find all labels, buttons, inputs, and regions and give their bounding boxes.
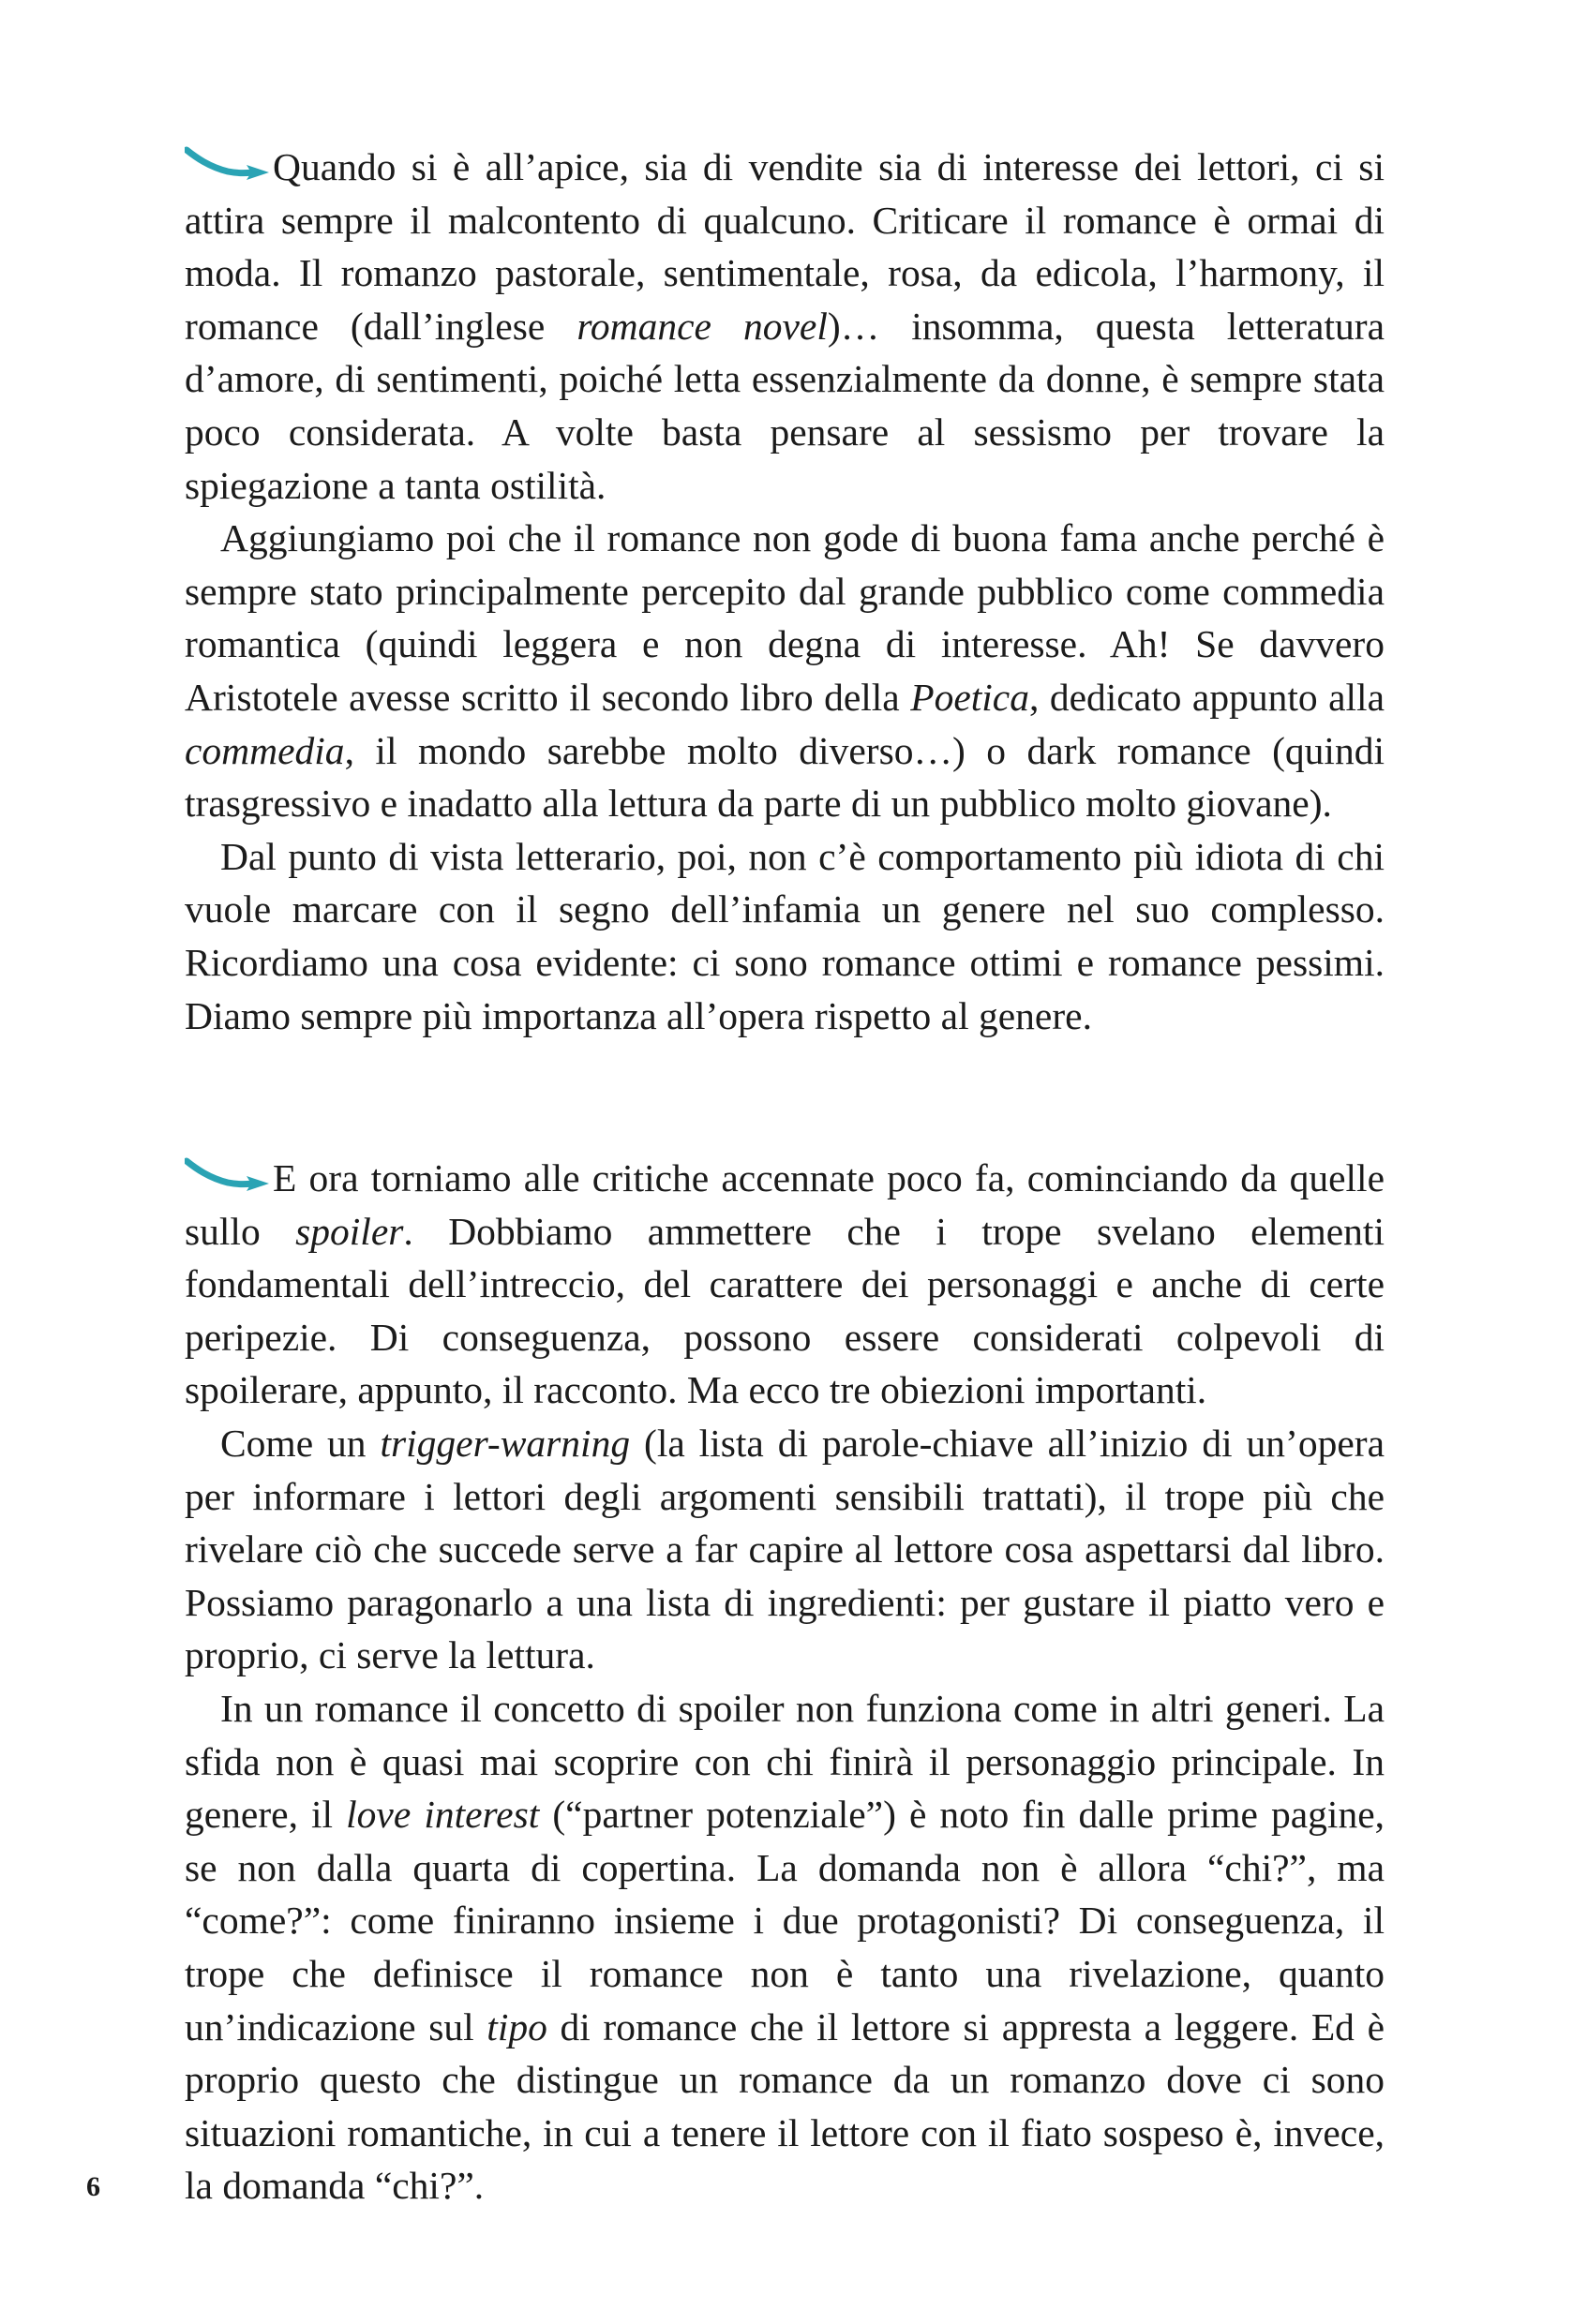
teal-arrow-icon: [185, 144, 271, 184]
text-run: Aggiungiamo poi che il romance non gode di buona fama anche perché è sempre stato principalmente percepito dal grande pubblico come commedia romantica (quindi leggera e non degna di interesse. Ah! Se davvero Aristotele avesse scritto il secondo libro della: [185, 516, 1385, 719]
text-run: di romance che il lettore si appresta a leggere. Ed è proprio questo che distingue un romance da un romanzo dove ci sono situazioni romantiche, in cui a tenere il lettore con il fiato sospeso è, invece, la domanda “chi?”.: [185, 2004, 1385, 2208]
paragraph: [185, 1417, 1385, 1682]
paragraph: [185, 830, 1385, 1042]
italic-text: spoiler: [295, 1209, 404, 1253]
paragraph: [185, 1152, 1385, 1417]
text-run: (“partner potenziale”) è noto fin dalle prime pagine, se non dalla quarta di copertina. La domanda non è allora “chi?”, ma “come?”: come finiranno insieme i due protagonisti? Di conseguenza, il trope che definisce il romance non è tanto una rivelazione, quanto un’indicazione sul: [185, 1793, 1385, 2048]
paragraph: [185, 141, 1385, 512]
italic-text: tipo: [487, 2004, 547, 2048]
paragraph: [185, 512, 1385, 830]
text-run: . Dobbiamo ammettere che i trope svelano elementi fondamentali dell’intreccio, del carattere dei personaggi e anche di certe peripezie. Di conseguenza, possono essere considerati colpevoli di spoilerare, appunto, il racconto. Ma ecco tre obiezioni importanti.: [185, 1209, 1385, 1412]
text-run: Quando si è all’apice, sia di vendite sia di interesse dei lettori, ci si attira sempre il malcontento di qualcuno. Criticare il romance è ormai di moda. Il romanzo pastorale, sentimentale, rosa, da edicola, l’harmony, il romance (dall’inglese: [185, 145, 1385, 348]
italic-text: romance novel: [576, 304, 828, 348]
italic-text: trigger-warning: [380, 1421, 631, 1465]
text-run: Come un: [220, 1421, 381, 1465]
italic-text: love interest: [346, 1793, 540, 1837]
page-number: 6: [86, 2171, 100, 2202]
text-run: Dal punto di vista letterario, poi, non c’è comportamento più idiota di chi vuole marcare con il segno dell’infamia un genere nel suo complesso. Ricordiamo una cosa evidente: ci sono romance ottimi e romance pessimi. Diamo sempre più importanza all’opera rispetto al genere.: [185, 834, 1385, 1037]
section-2: [185, 1152, 1385, 2212]
text-run: )… insomma, questa letteratura d’amore, di sentimenti, poiché letta essenzialmente da donne, è sempre stata poco considerata. A volte basta pensare al sessismo per trovare la spiegazione a tanta ostilità.: [185, 304, 1385, 507]
teal-arrow-icon: [185, 1155, 271, 1195]
text-run: In un romance il concetto di spoiler non funziona come in altri generi. La sfida non è quasi mai scoprire con chi finirà il personaggio principale. In genere, il: [185, 1686, 1385, 1837]
text-run: E ora torniamo alle critiche accennate poco fa, cominciando da quelle sullo: [185, 1156, 1385, 1253]
text-run: , il mondo sarebbe molto diverso…) o dark romance (quindi trasgressivo e inadatto alla lettura da parte di un pubblico molto giovane).: [185, 728, 1385, 826]
paragraph: [185, 1682, 1385, 2212]
text-run: , dedicato appunto alla: [1028, 675, 1385, 719]
section-1: [185, 141, 1385, 1042]
text-run: (la lista di parole-chiave all’inizio di un’opera per informare i lettori degli argomenti sensibili trattati), il trope più che rivelare ciò che succede serve a far capire al lettore cosa aspettarsi dal libro. Possiamo paragonarlo a una lista di ingredienti: per gustare il piatto vero e proprio, ci serve la lettura.: [185, 1421, 1385, 1677]
italic-text: Poetica: [910, 675, 1029, 719]
italic-text: commedia: [185, 728, 345, 772]
